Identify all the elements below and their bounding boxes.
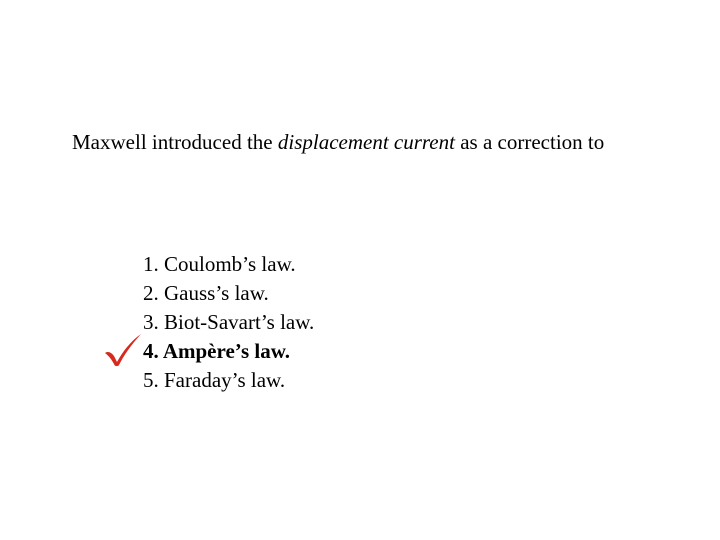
- choice-5[interactable]: 5. Faraday’s law.: [143, 368, 286, 392]
- question-prefix: Maxwell introduced the: [72, 130, 278, 154]
- answer-choices: [143, 250, 314, 395]
- question-suffix: as a correction to: [454, 130, 605, 154]
- checkmark-icon: [103, 333, 143, 367]
- choice-2[interactable]: 2. Gauss’s law.: [143, 281, 269, 305]
- question-text: [72, 128, 604, 156]
- choice-1[interactable]: 1. Coulomb’s law.: [143, 252, 296, 276]
- checkmark-stroke: [105, 334, 141, 366]
- choice-3[interactable]: 3. Biot-Savart’s law.: [143, 310, 315, 334]
- choice-4-correct[interactable]: 4. Ampère’s law.: [143, 339, 290, 363]
- question-emphasis: displacement current: [277, 130, 455, 154]
